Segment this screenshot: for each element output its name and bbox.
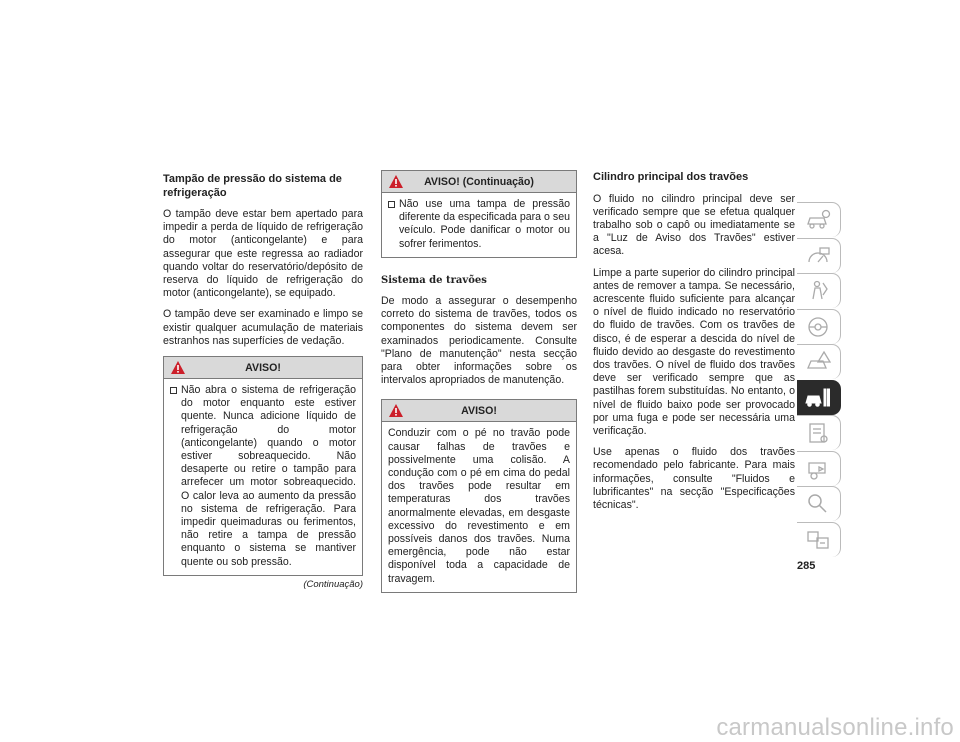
page-number: 285	[797, 560, 816, 572]
warning-triangle-icon	[389, 404, 403, 417]
warning-triangle-icon	[389, 175, 403, 188]
watermark: carmanualsonline.info	[716, 714, 954, 741]
seat-safety-icon	[805, 279, 831, 303]
multimedia-icon	[805, 457, 831, 481]
tab-emergency[interactable]	[797, 344, 841, 379]
paragraph: Use apenas o fluido dos travões recomendado pelo fabricante. Para mais informações, consulte "Fluidos e lubrificantes" na secção "Especificações técnicas".	[593, 446, 795, 511]
dashboard-icon	[805, 244, 831, 268]
paragraph: Limpe a parte superior do cilindro principal antes de remover a tampa. Se necessário, acrescente fluido suficiente para alcançar o nível de fluido indicado no reservatório do fluido de travões. Com os travões de disco, é de esperar a descida do nível de fluido devido ao desgaste do revestimento dos travões. O nível de fluido dos travões deve ser verificado sempre que as pastilhas forem substituídas. No entanto, o nível de fluido baixo pode ser provocado por uma fuga e pode ser necessária uma verificação.	[593, 266, 795, 437]
tab-car-info[interactable]	[797, 202, 841, 237]
section-title-master-cylinder: Cilindro principal dos travões	[593, 171, 749, 183]
warning-bullet-text: Não abra o sistema de refrigeração do motor enquanto este estiver quente. Nunca adicione líquido de refrigeração do motor (anticongelante) quando o motor estiver sobreaquecido. Não desaperte ou retire o tampão para arrefecer um motor sobreaquecido. O calor leva ao aumento da pressão no sistema de refrigeração. Para impedir queimaduras ou ferimentos, não retire a tampa de pressão enquanto o sistema se mantiver quente ou sob pressão.	[181, 384, 356, 568]
column-right	[593, 171, 795, 520]
warning-box	[381, 399, 577, 592]
tab-steering[interactable]	[797, 309, 841, 344]
warning-box	[163, 356, 363, 576]
warning-box-continued	[381, 170, 577, 258]
chapter-tabs	[797, 202, 841, 557]
tab-specifications[interactable]	[797, 415, 841, 450]
warning-title: AVISO! (Continuação)	[424, 176, 534, 188]
car-service-icon	[805, 386, 831, 410]
tab-language[interactable]	[797, 522, 841, 557]
paragraph: O tampão deve estar bem apertado para impedir a perda de líquido de refrigeração do motor (anticongelante) e para assegurar que este regressa ao radiador quando voltar do reservatório/depósito de reserva do líquido de refrigeração do motor (anticongelante), se equipado.	[163, 208, 363, 300]
emergency-icon	[805, 350, 831, 374]
warning-header	[382, 171, 576, 193]
warning-header	[164, 357, 362, 379]
warning-header	[382, 400, 576, 422]
language-icon	[805, 528, 831, 552]
tab-car-service[interactable]	[797, 380, 841, 415]
paragraph: O fluido no cilindro principal deve ser verificado sempre que se efetua qualquer trabalho sob o capô ou imediatamente se a "Luz de Aviso dos Travões" estiver acesa.	[593, 192, 795, 258]
tab-seat-safety[interactable]	[797, 273, 841, 308]
tab-multimedia[interactable]	[797, 451, 841, 486]
tab-search[interactable]	[797, 486, 841, 521]
paragraph: De modo a assegurar o desempenho correto do sistema de travões, todos os componentes do sistema devem ser examinados periodicamente. Consulte "Plano de manutenção" nesta secção para obter informações sobre os intervalos apropriados de manutenção.	[381, 295, 577, 387]
tab-dashboard[interactable]	[797, 238, 841, 273]
bullet-square-icon	[388, 201, 395, 208]
warning-title: AVISO!	[461, 405, 497, 418]
column-middle	[381, 170, 577, 593]
warning-bullet	[388, 198, 570, 251]
column-left	[163, 173, 363, 591]
section-title-pressure-cap: Tampão de pressão do sistema de refrigeração	[163, 173, 342, 199]
warning-triangle-icon	[171, 361, 185, 374]
warning-bullet	[170, 384, 356, 569]
warning-text: Conduzir com o pé no travão pode causar falhas de travões e possivelmente uma colisão. A condução com o pé em cima do pedal dos travões pode resultar em temperaturas dos travões anormalmente elevadas, em desgaste excessivo do revestimento e em possíveis danos dos travões. Numa emergência, pode não estar disponível toda a capacidade de travagem.	[388, 427, 570, 585]
steering-wheel-icon	[805, 315, 831, 339]
car-info-icon	[805, 208, 831, 232]
section-title-brake-system: Sistema de travões	[381, 274, 487, 286]
warning-title: AVISO!	[245, 362, 281, 375]
paragraph: O tampão deve ser examinado e limpo se existir qualquer acumulação de materiais estranhos nas superfícies de vedação.	[163, 308, 363, 347]
warning-bullet-text: Não use uma tampa de pressão diferente da especificada para o seu veículo. Pode danificar o motor ou sofrer ferimentos.	[399, 198, 570, 250]
continued-label: (Continuação)	[303, 578, 363, 590]
specifications-icon	[805, 421, 831, 445]
bullet-square-icon	[170, 387, 177, 394]
search-icon	[805, 492, 831, 516]
